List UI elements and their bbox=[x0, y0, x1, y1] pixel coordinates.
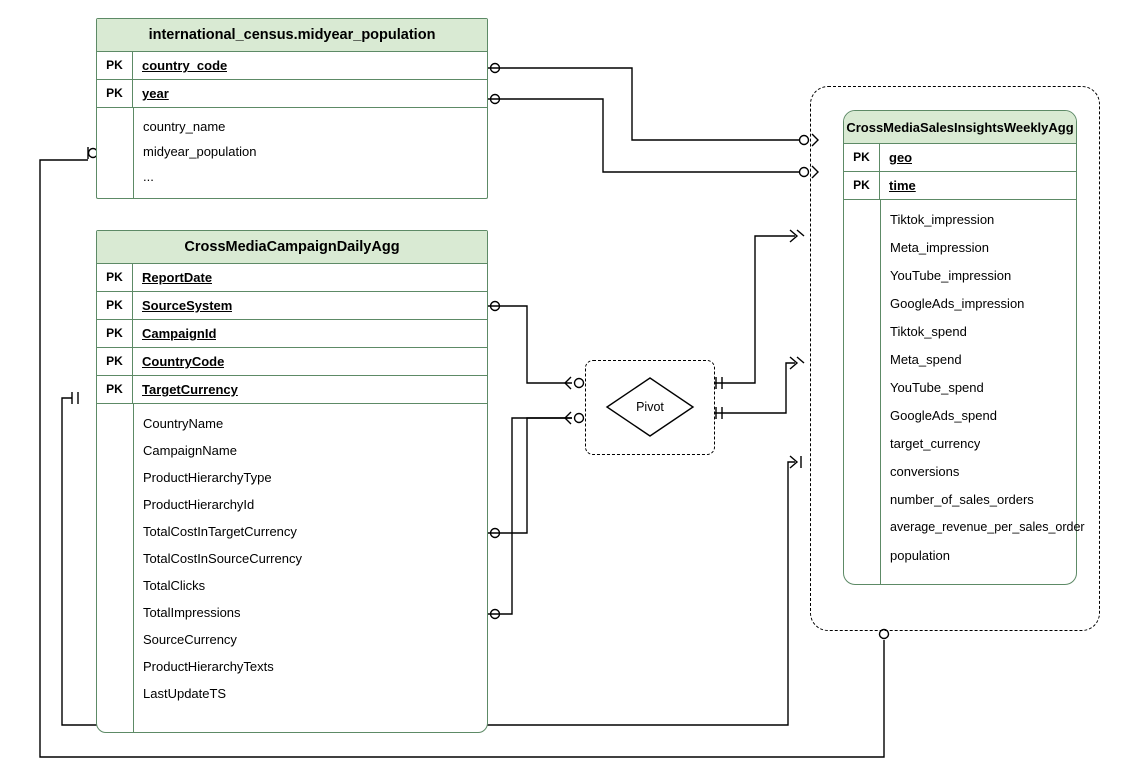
column-name: geo bbox=[889, 150, 913, 165]
entity-attr-row[interactable] bbox=[881, 373, 1085, 401]
pivot-relationship[interactable] bbox=[605, 376, 695, 438]
entity-title: CrossMediaSalesInsightsWeeklyAgg bbox=[844, 111, 1076, 144]
column-name: Tiktok_impression bbox=[890, 211, 995, 227]
entity-key-row[interactable] bbox=[97, 376, 487, 404]
entity-title: international_census.midyear_population bbox=[97, 19, 487, 52]
entity-attribute-block bbox=[97, 108, 487, 198]
entity-key-row[interactable] bbox=[97, 320, 487, 348]
pk-label: PK bbox=[97, 348, 133, 375]
column-name: CountryName bbox=[143, 416, 224, 431]
column-name: country_code bbox=[142, 58, 228, 73]
column-name: TotalCostInTargetCurrency bbox=[143, 524, 297, 539]
pk-label: PK bbox=[97, 52, 133, 79]
entity-key-row[interactable] bbox=[844, 172, 1076, 200]
entity-midyear-population[interactable] bbox=[96, 18, 488, 199]
pk-label: PK bbox=[844, 172, 880, 199]
column-name: Meta_spend bbox=[890, 351, 962, 367]
pk-label: PK bbox=[97, 292, 133, 319]
entity-attr-row[interactable] bbox=[134, 653, 487, 680]
column-name: conversions bbox=[890, 463, 960, 479]
column-name: ProductHierarchyTexts bbox=[143, 659, 274, 674]
pk-label: PK bbox=[97, 80, 133, 107]
column-name: YouTube_spend bbox=[890, 379, 984, 395]
entity-key-row[interactable] bbox=[97, 264, 487, 292]
column-name: CountryCode bbox=[142, 354, 225, 369]
column-name: LastUpdateTS bbox=[143, 686, 227, 701]
entity-attr-row[interactable] bbox=[881, 485, 1085, 513]
entity-attr-row[interactable] bbox=[134, 599, 487, 626]
attribute-gutter bbox=[844, 200, 881, 584]
entity-attr-row[interactable] bbox=[134, 139, 487, 164]
column-name: number_of_sales_orders bbox=[890, 491, 1034, 507]
entity-key-row[interactable] bbox=[844, 144, 1076, 172]
entity-attr-row[interactable] bbox=[134, 572, 487, 599]
column-name: average_revenue_per_sales_order bbox=[890, 520, 1085, 534]
entity-attr-row[interactable] bbox=[134, 464, 487, 491]
column-name: population bbox=[890, 547, 950, 563]
entity-key-row[interactable] bbox=[97, 292, 487, 320]
entity-attr-row[interactable] bbox=[134, 626, 487, 653]
entity-attr-row[interactable] bbox=[881, 429, 1085, 457]
column-name: CampaignName bbox=[143, 443, 237, 458]
entity-attr-row[interactable] bbox=[881, 261, 1085, 289]
entity-attr-row[interactable] bbox=[881, 205, 1085, 233]
entity-attr-row[interactable] bbox=[134, 437, 487, 464]
entity-attr-row[interactable] bbox=[134, 680, 487, 707]
entity-attr-row[interactable] bbox=[881, 345, 1085, 373]
entity-attr-row[interactable] bbox=[134, 164, 487, 189]
pivot-label: Pivot bbox=[636, 400, 664, 414]
entity-key-row[interactable] bbox=[97, 52, 487, 80]
entity-attr-row[interactable] bbox=[881, 289, 1085, 317]
entity-attr-row[interactable] bbox=[881, 317, 1085, 345]
entity-attr-row[interactable] bbox=[134, 491, 487, 518]
entity-attribute-block bbox=[844, 200, 1085, 584]
column-name: Tiktok_spend bbox=[890, 323, 967, 339]
entity-title: CrossMediaCampaignDailyAgg bbox=[97, 231, 487, 264]
entity-key-row[interactable] bbox=[97, 348, 487, 376]
column-name: TargetCurrency bbox=[142, 382, 238, 397]
entity-attr-row[interactable] bbox=[881, 513, 1085, 541]
pk-label: PK bbox=[97, 376, 133, 403]
column-name: SourceSystem bbox=[142, 298, 233, 313]
entity-attr-row[interactable] bbox=[134, 114, 487, 139]
column-name: year bbox=[142, 86, 169, 101]
column-name: GoogleAds_impression bbox=[890, 295, 1025, 311]
entity-attr-row[interactable] bbox=[134, 545, 487, 572]
column-name: country_name bbox=[143, 119, 226, 134]
entity-attr-row[interactable] bbox=[881, 401, 1085, 429]
entity-cross-media-sales-insights-weekly-agg[interactable] bbox=[843, 110, 1085, 585]
pk-label: PK bbox=[844, 144, 880, 171]
entity-attr-row[interactable] bbox=[881, 457, 1085, 485]
column-name: ProductHierarchyId bbox=[143, 497, 255, 512]
column-name: target_currency bbox=[890, 435, 981, 451]
column-name: CampaignId bbox=[142, 326, 217, 341]
pk-label: PK bbox=[97, 320, 133, 347]
attribute-gutter bbox=[97, 108, 134, 198]
entity-key-row[interactable] bbox=[97, 80, 487, 108]
entity-cross-media-campaign-daily-agg[interactable] bbox=[96, 230, 488, 733]
column-name: ... bbox=[143, 169, 154, 184]
column-name: ReportDate bbox=[142, 270, 213, 285]
column-name: time bbox=[889, 178, 916, 193]
entity-attr-row[interactable] bbox=[134, 518, 487, 545]
entity-attr-row[interactable] bbox=[881, 233, 1085, 261]
column-name: TotalClicks bbox=[143, 578, 206, 593]
column-name: GoogleAds_spend bbox=[890, 407, 997, 423]
column-name: YouTube_impression bbox=[890, 267, 1012, 283]
column-name: Meta_impression bbox=[890, 239, 989, 255]
column-name: TotalImpressions bbox=[143, 605, 241, 620]
attribute-gutter bbox=[97, 404, 134, 732]
column-name: midyear_population bbox=[143, 144, 257, 159]
entity-attribute-block bbox=[97, 404, 487, 732]
pk-label: PK bbox=[97, 264, 133, 291]
column-name: TotalCostInSourceCurrency bbox=[143, 551, 302, 566]
entity-attr-row[interactable] bbox=[881, 541, 1085, 569]
column-name: SourceCurrency bbox=[143, 632, 237, 647]
entity-attr-row[interactable] bbox=[134, 410, 487, 437]
column-name: ProductHierarchyType bbox=[143, 470, 272, 485]
